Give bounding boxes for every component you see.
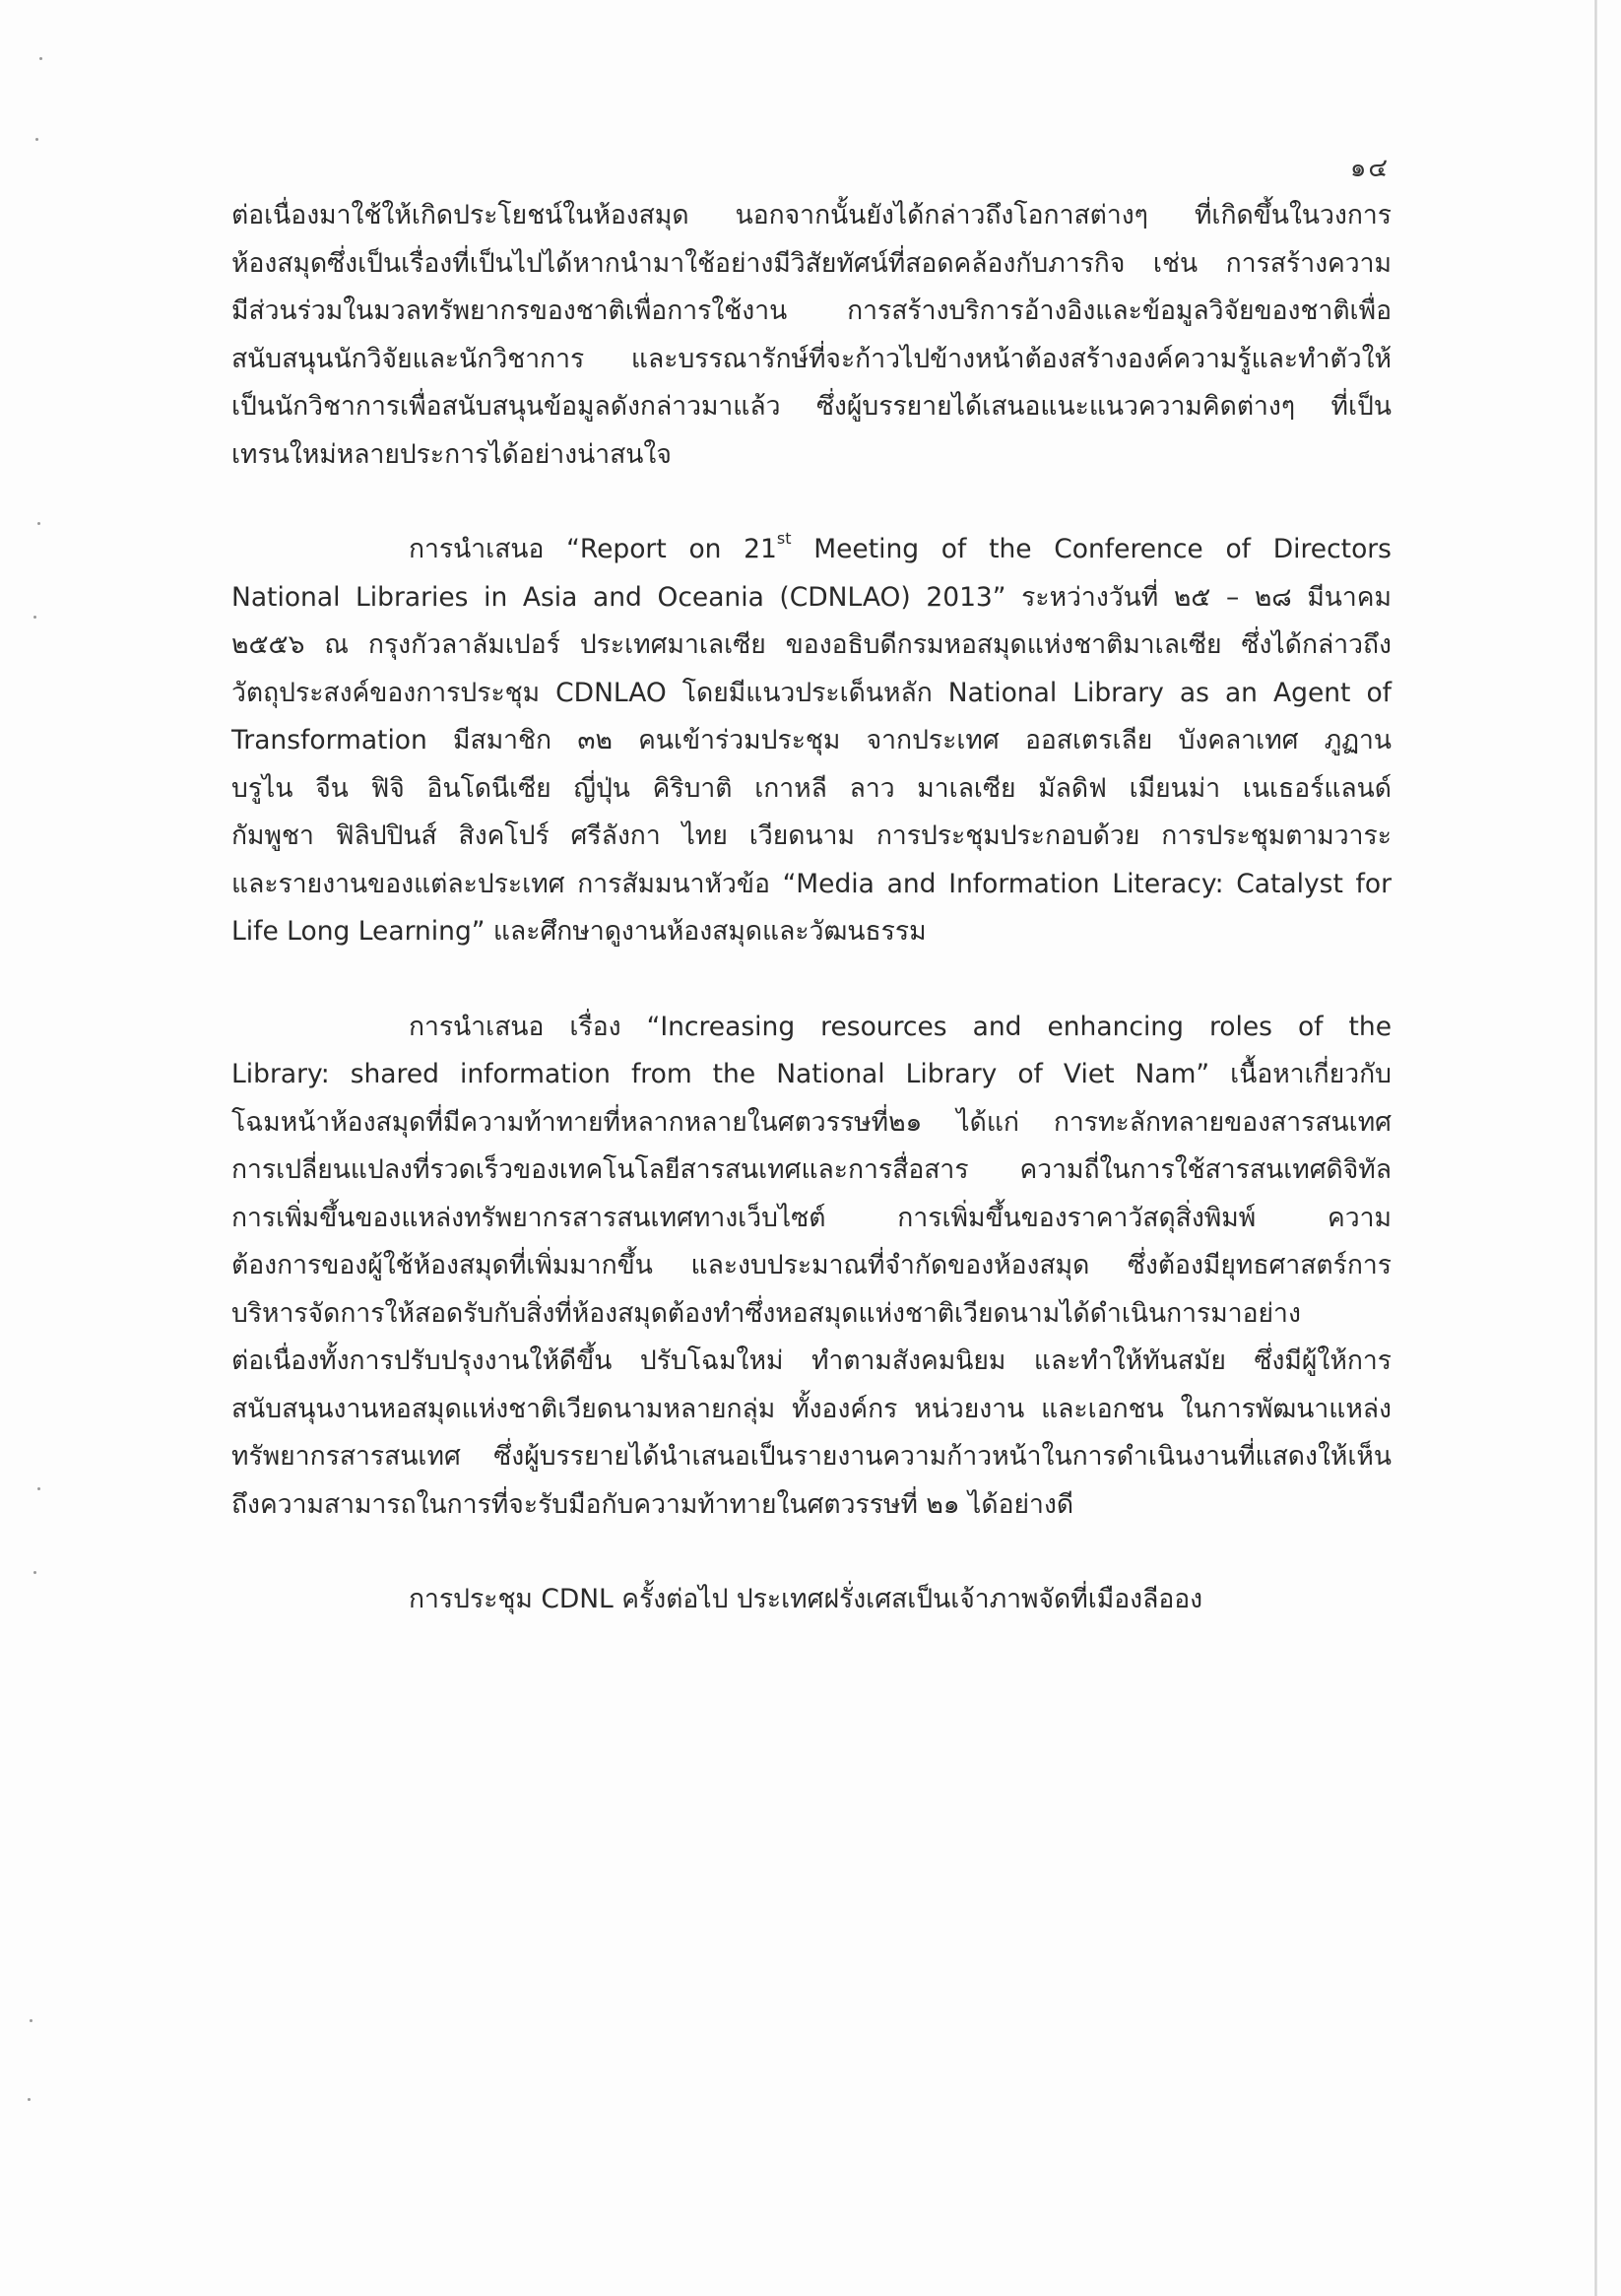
text-run: Meeting of the Conference of Directors <box>791 534 1392 564</box>
paragraph-gap <box>231 956 1392 1004</box>
text-line: เทรนใหม่หลายประการได้อย่างน่าสนใจ <box>231 438 672 470</box>
page-edge-shadow <box>1594 0 1597 2296</box>
text-line: บริหารจัดการให้สอดรับกับสิ่งที่ห้องสมุดต้องทำซึ่งหอสมุดแห่งชาติเวียดนามได้ดำเนินการมาอย่าง <box>231 1297 1301 1329</box>
paragraph-2 <box>231 526 1392 956</box>
text-line: National Libraries in Asia and Oceania (CDNLAO) 2013” ระหว่างวันที่ ๒๕ – ๒๘ มีนาคม <box>231 581 1392 613</box>
scan-speck <box>35 138 38 141</box>
superscript: st <box>776 529 792 548</box>
text-line: ต้องการของผู้ใช้ห้องสมุดที่เพิ่มมากขึ้น และงบประมาณที่จำกัดของห้องสมุด ซึ่งต้องมียุทธศาสตร์การ <box>231 1250 1392 1280</box>
text-run: การนำเสนอ “Report on 21 <box>409 534 777 564</box>
text-line-first: การนำเสนอ เรื่อง “Increasing resources and enhancing roles of the <box>409 1011 1392 1042</box>
scan-speck <box>33 616 36 619</box>
text-line: ถึงความสามารถในการที่จะรับมือกับความท้าทายในศตวรรษที่ ๒๑ ได้อย่างดี <box>231 1488 1074 1520</box>
text-line: การเปลี่ยนแปลงที่รวดเร็วของเทคโนโลยีสารสนเทศและการสื่อสาร ความถี่ในการใช้สารสนเทศดิจิทัล <box>231 1154 1392 1185</box>
text-line: ๒๕๕๖ ณ กรุงกัวลาลัมเปอร์ ประเทศมาเลเซีย ของอธิบดีกรมหอสมุดแห่งชาติมาเลเซีย ซึ่งได้กล่าวถึง <box>231 629 1392 660</box>
text-line: ห้องสมุดซึ่งเป็นเรื่องที่เป็นไปได้หากนำมาใช้อย่างมีวิสัยทัศน์ที่สอดคล้องกับภารกิจ เช่น การสร้างความ <box>231 247 1392 279</box>
text-line: บรูไน จีน ฟิจิ อินโดนีเซีย ญี่ปุ่น คิริบาติ เกาหลี ลาว มาเลเซีย มัลดิฟ เมียนม่า เนเธอร์แลนด์ <box>231 772 1392 804</box>
text-line: กัมพูชา ฟิลิปปินส์ สิงคโปร์ ศรีลังกา ไทย เวียดนาม การประชุมประกอบด้วย การประชุมตามวาระ <box>231 820 1392 851</box>
document-body <box>231 192 1392 1624</box>
text-line: สนับสนุนงานหอสมุดแห่งชาติเวียดนามหลายกลุ่ม ทั้งองค์กร หน่วยงาน และเอกชน ในการพัฒนาแหล่ง <box>231 1393 1392 1424</box>
text-line: เป็นนักวิชาการเพื่อสนับสนุนข้อมูลดังกล่าวมาแล้ว ซึ่งผู้บรรยายได้เสนอแนะแนวความคิดต่างๆ ที่เป็น <box>231 391 1392 422</box>
scan-speck <box>28 2098 31 2101</box>
text-line: ต่อเนื่องมาใช้ให้เกิดประโยชน์ในห้องสมุด นอกจากนั้นยังได้กล่าวถึงโอกาสต่างๆ ที่เกิดขึ้นในวงการ <box>231 200 1392 230</box>
scan-speck <box>30 2019 32 2022</box>
closing-sentence: การประชุม CDNL ครั้งต่อไป ประเทศฝรั่งเศสเป็นเจ้าภาพจัดที่เมืองลีออง <box>409 1584 1203 1614</box>
paragraph-gap <box>231 1529 1392 1576</box>
text-line: Transformation มีสมาชิก ๓๒ คนเข้าร่วมประชุม จากประเทศ ออสเตรเลีย บังคลาเทศ ภูฏาน <box>231 725 1392 755</box>
paragraph-1 <box>231 192 1392 479</box>
text-line: ต่อเนื่องทั้งการปรับปรุงงานให้ดีขึ้น ปรับโฉมใหม่ ทำตามสังคมนิยม และทำให้ทันสมัย ซึ่งมีผู้ให้การ <box>231 1345 1392 1376</box>
text-line: โฉมหน้าห้องสมุดที่มีความท้าทายที่หลากหลายในศตวรรษที่๒๑ ได้แก่ การทะลักทลายของสารสนเทศ <box>231 1106 1392 1138</box>
page-number: ๑๔ <box>1349 154 1390 183</box>
text-line: มีส่วนร่วมในมวลทรัพยากรของชาติเพื่อการใช้งาน การสร้างบริการอ้างอิงและข้อมูลวิจัยของชาติเพื่อ <box>231 295 1392 326</box>
text-line: Library: shared information from the National Library of Viet Nam” เนื้อหาเกี่ยวกับ <box>231 1059 1392 1089</box>
scan-speck <box>39 57 42 60</box>
paragraph-gap <box>231 479 1392 526</box>
scan-speck <box>33 1571 36 1574</box>
scan-speck <box>37 522 40 525</box>
text-line: และรายงานของแต่ละประเทศ การสัมมนาหัวข้อ “Media and Information Literacy: Catalyst for <box>231 868 1392 899</box>
paragraph-3 <box>231 1004 1392 1530</box>
text-line-first <box>231 526 1392 574</box>
text-line: การเพิ่มขึ้นของแหล่งทรัพยากรสารสนเทศทางเว็บไซต์ การเพิ่มขึ้นของราคาวัสดุสิ่งพิมพ์ ความ <box>231 1202 1392 1233</box>
scan-speck <box>37 1487 40 1490</box>
text-line: วัตถุประสงค์ของการประชุม CDNLAO โดยมีแนวประเด็นหลัก National Library as an Agent of <box>231 677 1392 708</box>
text-line: Life Long Learning” และศึกษาดูงานห้องสมุดและวัฒนธรรม <box>231 916 927 947</box>
text-line: ทรัพยากรสารสนเทศ ซึ่งผู้บรรยายได้นำเสนอเป็นรายงานความก้าวหน้าในการดำเนินงานที่แสดงให้เห็น <box>231 1441 1392 1472</box>
text-line: สนับสนุนนักวิจัยและนักวิชาการ และบรรณารักษ์ที่จะก้าวไปข้างหน้าต้องสร้างองค์ความรู้และทำตัวให้ <box>231 343 1392 374</box>
